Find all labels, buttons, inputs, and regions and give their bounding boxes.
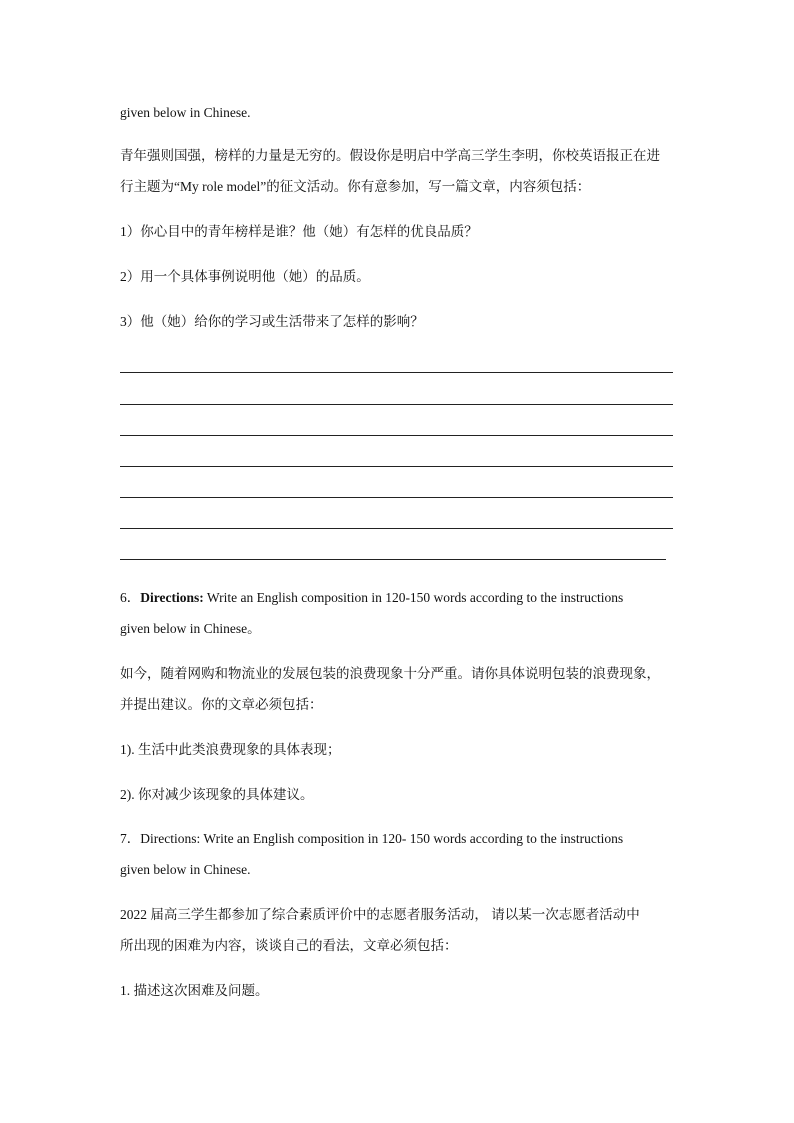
answer-line-5 <box>120 497 673 498</box>
q6-instruction-continuation: given below in Chinese。 <box>120 621 261 636</box>
answer-line-1 <box>120 372 673 373</box>
q5-point-2: 2）用一个具体事例说明他（她）的品质。 <box>120 269 370 284</box>
q7-instruction: 7．Directions: Write an English composition in 120- 150 words according to the instructions <box>120 831 624 846</box>
q7-prompt-line-1: 2022 届高三学生都参加了综合素质评价中的志愿者服务活动， 请以某一次志愿者活动中 <box>120 907 640 922</box>
q5-point-1: 1）你心目中的青年榜样是谁？他（她）有怎样的优良品质？ <box>120 224 478 239</box>
q6-directions-label: Directions: <box>140 590 204 605</box>
answer-line-6 <box>120 528 673 529</box>
q6-instruction <box>120 589 623 607</box>
q7-instruction-continuation: given below in Chinese. <box>120 862 251 877</box>
q6-number: 6． <box>120 590 141 605</box>
q6-prompt-line-2: 并提出建议。你的文章必须包括： <box>120 697 323 712</box>
q6-point-2: 2). 你对减少该现象的具体建议。 <box>120 787 314 802</box>
q7-point-1: 1. 描述这次困难及问题。 <box>120 983 269 998</box>
q5-prompt-line-1: 青年强则国强，榜样的力量是无穷的。假设你是明启中学高三学生李明，你校英语报正在进 <box>120 148 660 163</box>
q7-prompt-line-2: 所出现的困难为内容，谈谈自己的看法，文章必须包括： <box>120 938 458 953</box>
q6-point-1: 1). 生活中此类浪费现象的具体表现； <box>120 742 341 757</box>
answer-line-4 <box>120 466 673 467</box>
q6-instruction-text: Write an English composition in 120-150 words according to the instructions <box>203 590 624 605</box>
q5-instruction-continuation: given below in Chinese. <box>120 105 251 120</box>
answer-line-2 <box>120 404 673 405</box>
q6-prompt-line-1: 如今，随着网购和物流业的发展包装的浪费现象十分严重。请你具体说明包装的浪费现象， <box>120 666 660 681</box>
answer-line-3 <box>120 435 673 436</box>
answer-line-7 <box>120 559 666 560</box>
q5-prompt-line-2: 行主题为“My role model”的征文活动。你有意参加，写一篇文章，内容须包括： <box>120 179 591 194</box>
q5-point-3: 3）他（她）给你的学习或生活带来了怎样的影响？ <box>120 314 424 329</box>
